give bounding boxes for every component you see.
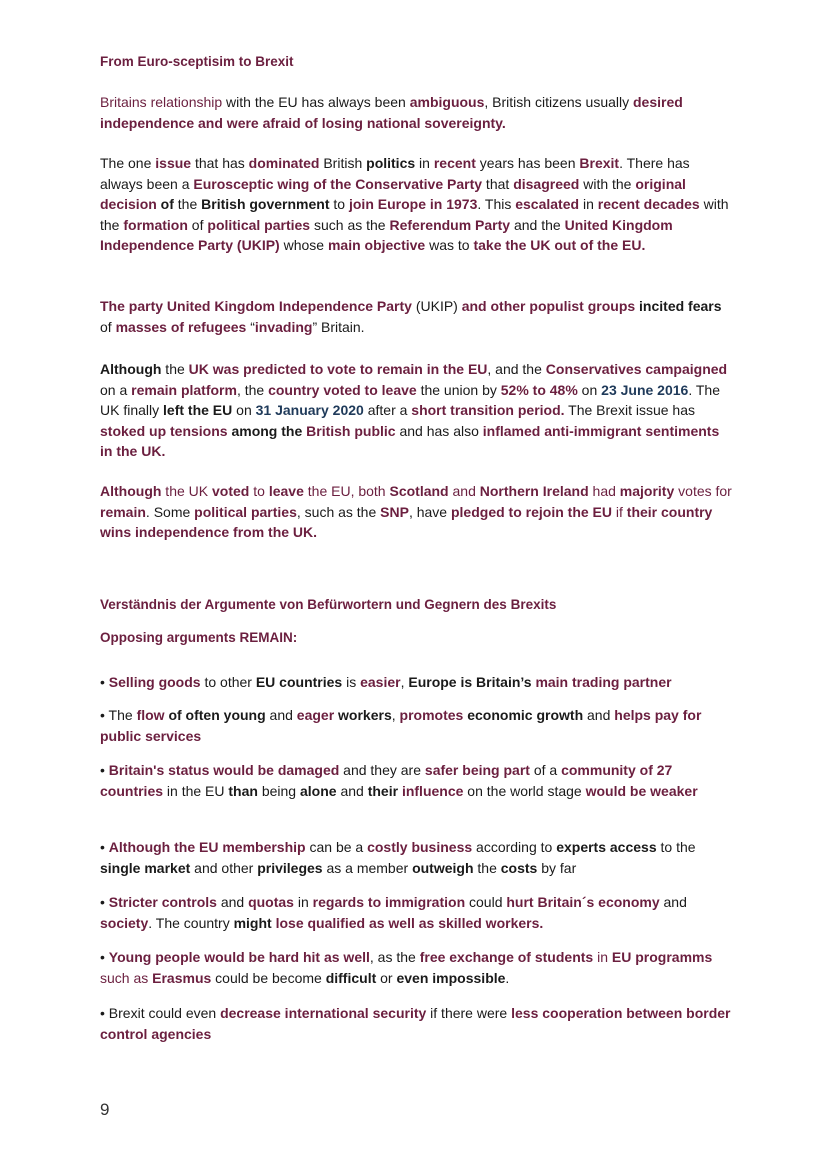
text-run: 23 June 2016	[601, 381, 689, 398]
text-run: , have	[408, 503, 451, 520]
text-run: eager	[296, 707, 335, 723]
text-run: Young people would be hard hit as well	[108, 949, 370, 965]
text-run: the EU, both	[303, 483, 390, 499]
text-run: take the UK out of the EU.	[473, 237, 646, 253]
paragraph-scotland	[100, 481, 732, 543]
text-run: the	[473, 859, 501, 876]
text-run: than	[228, 782, 258, 799]
text-run: whose	[279, 237, 328, 253]
text-run: EU programms	[611, 949, 713, 965]
text-run: SNP	[380, 503, 409, 520]
section-subtitle: Opposing arguments REMAIN:	[100, 630, 298, 645]
text-run: , such as the	[296, 503, 381, 520]
text-run: .	[505, 969, 510, 986]
text-run: Conservatives campaigned	[545, 361, 728, 377]
text-run: in the EU	[163, 782, 229, 799]
text-run: • The	[100, 707, 137, 723]
text-run: invading	[254, 318, 313, 335]
text-run: EU countries	[255, 674, 343, 690]
text-run: British government	[201, 196, 330, 212]
text-run: The Brexit issue has	[564, 402, 696, 418]
paragraph-referendum	[100, 359, 732, 462]
text-run: costs	[500, 859, 538, 876]
text-run: was to	[425, 237, 474, 253]
text-run: and	[583, 707, 615, 723]
list-item	[100, 947, 732, 988]
text-run: years has been	[475, 155, 580, 171]
text-run: Eurosceptic wing of the Conservative Party	[193, 175, 483, 192]
text-run: and they are	[339, 762, 425, 778]
text-run: . Some	[145, 503, 195, 520]
text-run: less cooperation between border control agencies	[100, 1005, 731, 1042]
text-run: British	[319, 155, 367, 171]
text-run: . The UK finally	[100, 381, 720, 418]
text-run: privileges	[257, 859, 323, 876]
text-run: workers	[334, 707, 392, 723]
text-run: influence	[401, 782, 464, 799]
text-run: such as the	[310, 216, 390, 233]
text-run: pledged to rejoin the EU	[450, 503, 612, 520]
text-run: original decision	[100, 175, 686, 212]
paragraph-ukip	[100, 296, 732, 337]
text-run: •	[100, 839, 109, 855]
text-run: might	[233, 914, 272, 931]
text-run: flow	[136, 707, 165, 723]
text-run: British public	[306, 422, 396, 439]
text-run: votes for	[674, 483, 732, 499]
text-run: to	[329, 196, 349, 212]
text-run: difficult	[325, 969, 377, 986]
text-run: to the	[656, 839, 696, 855]
text-run: economic growth	[463, 707, 584, 723]
text-run: , and the	[487, 361, 546, 377]
text-run: after a	[363, 402, 412, 418]
text-run: • Brexit could even	[100, 1005, 221, 1021]
list-item	[100, 892, 732, 933]
text-run: leave	[268, 483, 304, 499]
text-run: with the EU has always been	[222, 94, 410, 110]
text-run: the UK	[161, 483, 213, 499]
text-run: according to	[472, 839, 557, 855]
text-run: the union by	[416, 381, 501, 398]
text-run: Selling goods	[108, 674, 201, 690]
text-run: on	[577, 381, 602, 398]
text-run: in	[593, 949, 612, 965]
text-run: that has	[191, 155, 249, 171]
text-run: could be become	[211, 969, 326, 986]
text-run: ,	[400, 674, 409, 690]
text-run: 31 January 2020	[255, 402, 364, 418]
text-run: even impossible	[396, 969, 506, 986]
text-run: Britain's status would be damaged	[108, 762, 340, 778]
paragraph-relationship	[100, 92, 732, 133]
text-run: Britains relationship	[100, 94, 223, 110]
text-run: escalated	[515, 196, 580, 212]
list-item	[100, 1003, 732, 1044]
text-run: and	[265, 707, 297, 723]
text-run: . The country	[148, 914, 234, 931]
text-run: that	[482, 175, 514, 192]
text-run: society	[100, 914, 149, 931]
text-run: if	[612, 503, 627, 520]
text-run: •	[100, 949, 109, 965]
text-run: recent	[433, 155, 476, 171]
text-run: outweigh	[412, 859, 474, 876]
text-run: issue	[155, 155, 192, 171]
text-run: had	[588, 483, 620, 499]
text-run: •	[100, 762, 109, 778]
text-run: promotes	[399, 707, 464, 723]
section-title: Verständnis der Argumente von Befürwortern und Gegnern des Brexits	[100, 597, 557, 612]
text-run: can be a	[305, 839, 368, 855]
text-run: of	[156, 196, 178, 212]
text-run: and the	[510, 216, 565, 233]
list-item	[100, 672, 732, 693]
text-run: on a	[100, 381, 132, 398]
text-run: of	[100, 318, 116, 335]
text-run: 52% to 48%	[500, 381, 578, 398]
text-run: remain platform	[131, 381, 237, 398]
text-run: among the	[227, 422, 307, 439]
text-run: masses of refugees	[115, 318, 247, 335]
text-run: community of 27 countries	[100, 762, 673, 799]
text-run: Northern Ireland	[479, 483, 589, 499]
text-run: main objective	[327, 237, 426, 253]
text-run: with the	[579, 175, 636, 192]
text-run: Stricter controls	[108, 894, 217, 910]
page-number: 9	[100, 1100, 110, 1119]
text-run: Referendum Party	[389, 216, 511, 233]
text-run: majority	[619, 483, 675, 499]
text-run: main trading partner	[535, 674, 672, 690]
text-run: (UKIP)	[411, 298, 462, 314]
text-run: would be weaker	[585, 782, 698, 799]
text-run: as a member	[322, 859, 413, 876]
text-run: if there were	[426, 1005, 512, 1021]
text-run: , British citizens usually	[484, 94, 633, 110]
text-run: voted	[212, 483, 250, 499]
text-run: and has also	[395, 422, 483, 439]
text-run: recent decades	[597, 196, 700, 212]
text-run: in	[293, 894, 313, 910]
text-run: Although	[100, 483, 162, 499]
text-run: single market	[100, 859, 191, 876]
text-run: Erasmus	[152, 969, 212, 986]
text-run: their country wins independence from the UK.	[100, 503, 713, 540]
text-run: hurt Britain´s economy	[506, 894, 660, 910]
text-run: Scotland	[389, 483, 449, 499]
text-run: political parties	[207, 216, 311, 233]
text-run: UK was predicted to vote to remain in the EU	[188, 361, 488, 377]
text-run: •	[100, 894, 109, 910]
text-run: being	[257, 782, 300, 799]
text-run: and	[336, 782, 368, 799]
text-run: . There has always been a	[100, 155, 690, 192]
text-run: the	[161, 361, 189, 377]
text-run: free exchange of students	[419, 949, 594, 965]
text-run: •	[100, 674, 109, 690]
text-run: and	[448, 483, 480, 499]
text-run: The party United Kingdom Independence Party	[100, 298, 412, 314]
text-run: disagreed	[513, 175, 580, 192]
text-run: desired independence and were afraid of losing national sovereignty.	[100, 94, 683, 131]
text-run: inflamed anti-immigrant sentiments in the UK.	[100, 422, 720, 459]
text-run: to other	[200, 674, 256, 690]
text-run: ambiguous	[409, 94, 485, 110]
text-run: Brexit	[579, 155, 620, 171]
text-run: dominated	[248, 155, 320, 171]
text-run: is	[342, 674, 361, 690]
text-run: Although	[100, 361, 162, 377]
text-run: helps pay for public services	[100, 707, 702, 744]
text-run: lose qualified as well as skilled workers.	[275, 914, 544, 931]
text-run: remain	[100, 503, 146, 520]
text-run: their	[367, 782, 399, 799]
text-run: of a	[529, 762, 562, 778]
text-run: alone	[300, 782, 337, 799]
list-item	[100, 705, 732, 746]
text-run: left the EU	[163, 402, 233, 418]
text-run: in	[579, 196, 598, 212]
text-run: on the world stage	[463, 782, 586, 799]
text-run: and other	[190, 859, 258, 876]
text-run: stoked up tensions	[100, 422, 228, 439]
text-run: easier	[360, 674, 401, 690]
text-run: on	[232, 402, 256, 418]
text-run: political parties	[194, 503, 297, 520]
text-run: and	[659, 894, 687, 910]
text-run: “	[246, 318, 255, 335]
text-run: in	[415, 155, 434, 171]
text-run: incited fears	[635, 298, 722, 314]
text-run: , the	[236, 381, 269, 398]
text-run: decrease international security	[220, 1005, 427, 1021]
text-run: United Kingdom Independence Party (UKIP)	[100, 216, 673, 253]
text-run: such as	[100, 969, 153, 986]
text-run: or	[376, 969, 397, 986]
text-run: could	[465, 894, 507, 910]
text-run: to	[249, 483, 269, 499]
paragraph-brexit-issue	[100, 153, 732, 256]
text-run: of often young	[164, 707, 266, 723]
text-run: experts access	[556, 839, 657, 855]
text-run: Although the EU membership	[108, 839, 306, 855]
text-run: short transition period.	[411, 402, 565, 418]
text-run: costly business	[367, 839, 473, 855]
list-item	[100, 760, 732, 801]
text-run: the	[177, 196, 202, 212]
text-run: . This	[477, 196, 516, 212]
text-run: of	[187, 216, 208, 233]
text-run: safer being part	[424, 762, 530, 778]
text-run: and	[216, 894, 249, 910]
text-run: regards to immigration	[312, 894, 466, 910]
text-run: ,	[391, 707, 400, 723]
text-run: with the	[100, 196, 729, 233]
text-run: join Europe in 1973	[348, 196, 478, 212]
list-item	[100, 837, 732, 878]
text-run: , as the	[369, 949, 420, 965]
text-run: ” Britain.	[312, 318, 365, 335]
text-run: and other populist groups	[461, 298, 636, 314]
text-run: country voted to leave	[268, 381, 417, 398]
text-run: quotas	[248, 894, 294, 910]
text-run: Europe is Britain’s	[408, 674, 532, 690]
text-run: formation	[123, 216, 188, 233]
text-run: by far	[537, 859, 577, 876]
page-title: From Euro-sceptisim to Brexit	[100, 54, 294, 69]
text-run: politics	[366, 155, 416, 171]
text-run: The one	[100, 155, 156, 171]
